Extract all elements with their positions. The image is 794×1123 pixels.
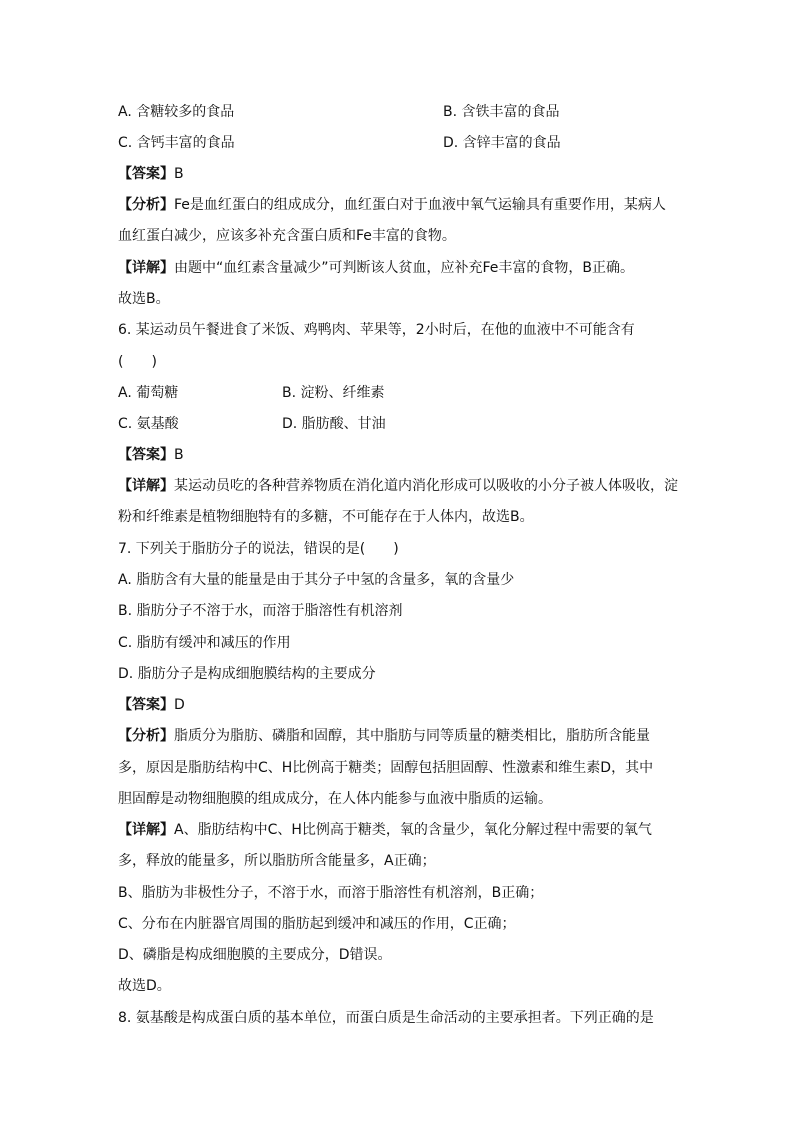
q7-detail-line-1 [118,820,652,840]
q5-option-c: C. 含钙丰富的食品 [118,135,235,151]
analysis-text: 脂质分为脂肪、磷脂和固醇，其中脂肪与同等质量的糖类相比，脂肪所含能量 [174,728,650,744]
q6-stem-line-2: ( ) [118,354,157,370]
q5-option-a: A. 含糖较多的食品 [118,104,235,120]
q7-option-d: D. 脂肪分子是构成细胞膜结构的主要成分 [118,666,376,682]
q5-analysis-line-2: 血红蛋白减少，应该多补充含蛋白质和Fe丰富的食物。 [118,228,456,244]
answer-value: B [174,447,184,463]
q6-detail-line-2: 粉和纤维素是植物细胞特有的多糖，不可能存在于人体内，故选B。 [118,509,534,525]
analysis-tag: 【分析】 [118,728,174,744]
q6-stem-line-1: 6. 某运动员午餐进食了米饭、鸡鸭肉、苹果等，2小时后，在他的血液中不可能含有 [118,322,635,338]
detail-tag: 【详解】 [118,260,174,276]
q6-option-d: D. 脂肪酸、甘油 [282,416,386,432]
q7-detail-line-2: 多，释放的能量多，所以脂肪所含能量多，A正确； [118,853,436,869]
q7-analysis-line-3: 胆固醇是动物细胞膜的组成成分，在人体内能参与血液中脂质的运输。 [118,791,552,807]
q6-option-c: C. 氨基酸 [118,416,179,432]
answer-value: D [174,697,185,713]
answer-tag: 【答案】 [118,697,174,713]
q7-detail-line-5: D、磷脂是构成细胞膜的主要成分，D错误。 [118,947,392,963]
analysis-text: Fe是血红蛋白的组成成分，血红蛋白对于血液中氧气运输具有重要作用，某病人 [174,197,666,213]
q8-stem: 8. 氨基酸是构成蛋白质的基本单位，而蛋白质是生命活动的主要承担者。下列正确的是 [118,1010,654,1026]
q5-option-b: B. 含铁丰富的食品 [443,104,560,120]
q7-detail-line-4: C、分布在内脏器官周围的脂肪起到缓冲和减压的作用，C正确； [118,916,516,932]
answer-value: B [174,166,184,182]
q5-conclusion: 故选B。 [118,291,170,307]
q5-analysis-line-1 [118,195,666,215]
q7-analysis-line-2: 多，原因是脂肪结构中C、H比例高于糖类；固醇包括胆固醇、性激素和维生素D，其中 [118,760,654,776]
q7-option-c: C. 脂肪有缓冲和减压的作用 [118,635,291,651]
detail-tag: 【详解】 [118,822,174,838]
q7-analysis-line-1 [118,726,650,746]
analysis-tag: 【分析】 [118,197,174,213]
q6-option-a: A. 葡萄糖 [118,385,179,401]
answer-tag: 【答案】 [118,166,174,182]
detail-text: 由题中“血红素含量减少”可判断该人贫血，应补充Fe丰富的食物，B正确。 [174,260,635,276]
q6-answer [118,445,184,465]
q7-option-a: A. 脂肪含有大量的能量是由于其分子中氢的含量多，氧的含量少 [118,572,515,588]
q7-stem: 7. 下列关于脂肪分子的说法，错误的是( ) [118,541,399,557]
q5-option-d: D. 含锌丰富的食品 [443,135,561,151]
detail-tag: 【详解】 [118,478,174,494]
q6-detail-line-1 [118,476,678,496]
answer-tag: 【答案】 [118,447,174,463]
q5-answer [118,164,184,184]
q7-detail-line-3: B、脂肪为非极性分子，不溶于水，而溶于脂溶性有机溶剂，B正确； [118,885,544,901]
q6-option-b: B. 淀粉、纤维素 [282,385,385,401]
detail-text: A、脂肪结构中C、H比例高于糖类，氧的含量少，氧化分解过程中需要的氧气 [174,822,652,838]
q7-answer [118,695,185,715]
detail-text: 某运动员吃的各种营养物质在消化道内消化形成可以吸收的小分子被人体吸收，淀 [174,478,678,494]
q7-option-b: B. 脂肪分子不溶于水，而溶于脂溶性有机溶剂 [118,603,403,619]
q7-conclusion: 故选D。 [118,978,171,994]
q5-detail-line-1 [118,258,634,278]
